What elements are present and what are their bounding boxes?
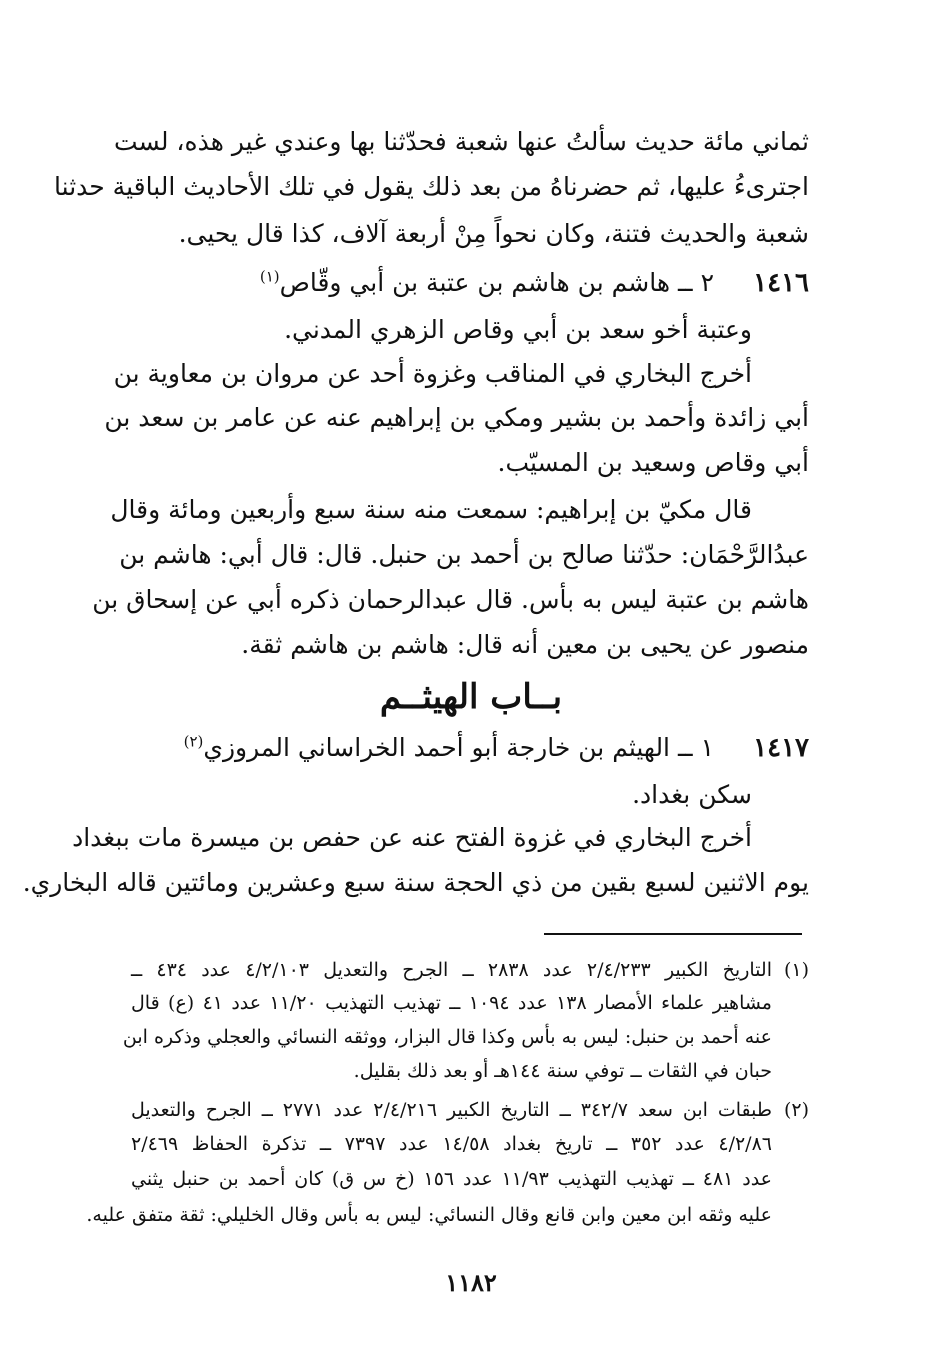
body-line: أبي وقاص وسعيد بن المسيّب.	[497, 448, 809, 477]
footnote-line: التاريخ الكبير ٢/٤/٢٣٣ عدد ٢٨٣٨ ــ الجرح والتعديل ٤/٢/١٠٣ عدد ٤٣٤ ــ	[131, 959, 772, 981]
body-line: عبدُالرَّحْمَان: حدّثنا صالح بن أحمد بن حنبل. قال: قال أبي: هاشم بن	[119, 540, 809, 569]
entry-title-text: ١ ــ الهيثم بن خارجة أبو أحمد الخراساني المروزي	[203, 733, 714, 762]
body-line: وعتبة أخو سعد بن أبي وقاص الزهري المدني.	[284, 315, 752, 344]
footnote-line: عليه وثقه ابن معين وابن قانع وقال النسائي: ليس به بأس وقال الخليلي: ثقة متفق عليه.	[86, 1204, 772, 1226]
entry-number: ١٤١٦	[753, 268, 809, 298]
footnote-line: طبقات ابن سعد ٣٤٢/٧ ــ التاريخ الكبير ٢/٤/٢١٦ عدد ٢٧٧١ ــ الجرح والتعديل	[131, 1099, 772, 1121]
body-line: يوم الاثنين لسبع بقين من ذي الحجة سنة سبع وعشرين ومائتين قاله البخاري.	[22, 868, 809, 897]
page-number: ١١٨٢	[445, 1268, 497, 1297]
body-line: منصور عن يحيى بن معين أنه قال: هاشم بن هاشم ثقة.	[241, 630, 809, 659]
footnote-line: ٤/٢/٨٦ عدد ٣٥٢ ــ تاريخ بغداد ١٤/٥٨ عدد ٧٣٩٧ ــ تذكرة الحفاظ ٢/٤٦٩	[131, 1133, 772, 1155]
body-line: اجترىءُ عليها، ثم حضرناهُ من بعد ذلك يقول في تلك الأحاديث الباقية حدثنا	[54, 172, 809, 201]
entry-title	[184, 728, 714, 768]
entry-title-text: ٢ ــ هاشم بن هاشم بن عتبة بن أبي وقّاص	[279, 268, 714, 297]
chapter-heading: بــاب الهيثــم	[379, 677, 563, 717]
footnote-line: حبان في الثقات ــ توفي سنة ١٤٤هـ أو بعد ذلك بقليل.	[353, 1060, 772, 1082]
body-line: سكن بغداد.	[632, 780, 752, 809]
footnote-line: عنه أحمد بن حنبل: ليس به بأس وكذا قال البزار، ووثقه النسائي والعجلي وذكره ابن	[122, 1026, 772, 1048]
footnote-mark: (١)	[259, 267, 280, 286]
footnote-label: (١)	[783, 959, 809, 981]
body-line: هاشم بن عتبة ليس به بأس. قال عبدالرحمان ذكره أبي عن إسحاق بن	[92, 585, 809, 614]
body-line: أخرج البخاري في المناقب وغزوة أحد عن مروان بن معاوية بن	[113, 359, 752, 388]
body-line: أبي زائدة وأحمد بن بشير ومكي بن إبراهيم عنه عن عامر بن سعد بن	[104, 403, 809, 432]
footnote-label: (٢)	[783, 1099, 809, 1121]
footnote-line: مشاهير علماء الأمصار ١٣٨ عدد ١٠٩٤ ــ تهذيب التهذيب ١١/٢٠ عدد ٤١ (ع) قال	[131, 992, 772, 1014]
body-line: قال مكيّ بن إبراهيم: سمعت منه سنة سبع وأربعين ومائة وقال	[110, 495, 752, 524]
body-line: أخرج البخاري في غزوة الفتح عنه عن حفص بن ميسرة مات ببغداد	[72, 823, 752, 852]
entry-number: ١٤١٧	[753, 733, 809, 763]
footnote-separator	[544, 933, 802, 935]
footnote-line: عدد ٤٨١ ــ تهذيب التهذيب ١١/٩٣ عدد ١٥٦ (خ س ق) كان أحمد بن حنبل يثني	[131, 1168, 773, 1190]
entry-title	[260, 263, 714, 303]
body-line: ثماني مائة حديث سألتُ عنها شعبة فحدّثنا بها وعندي غير هذه، لست	[114, 127, 809, 156]
body-line: شعبة والحديث فتنة، وكان نحواً مِنْ أربعة آلاف، كذا قال يحيى.	[178, 219, 809, 248]
footnote-mark: (٢)	[183, 732, 204, 751]
